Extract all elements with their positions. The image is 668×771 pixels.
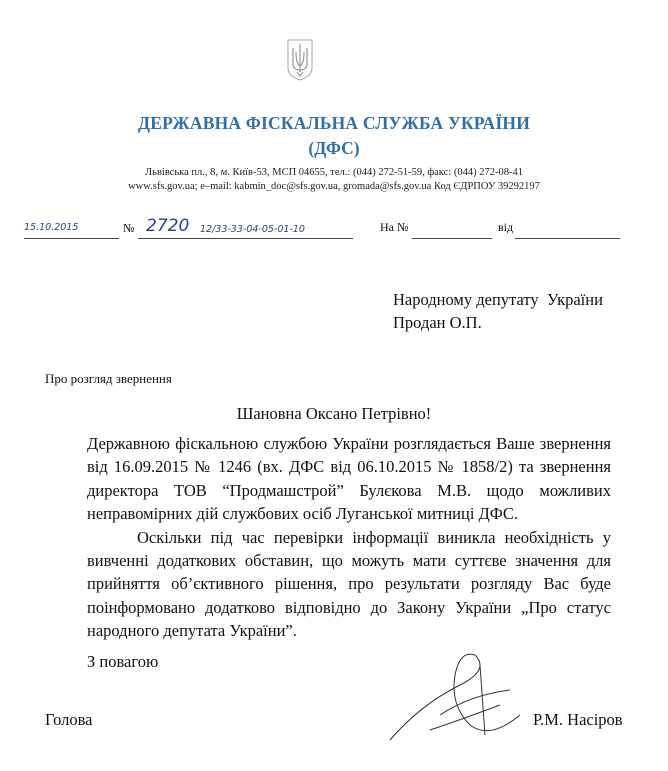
number-label: № [123,221,135,235]
trident-emblem-icon [285,38,315,82]
letter-body [87,432,611,643]
body-paragraph: Оскільки під час перевірки інформації виникла необхідність у вивченні додаткових обставин, що можуть мати суттєве значення для прийняття об’єктивного рішення, про результати розгляду Вас буде поінформовано додатково відповідно до Закону України „Про статус народного депутата України”. [87,527,611,641]
reply-date-line [515,222,620,239]
body-paragraph: Державною фіскальною службою України розглядається Ваше звернення від 16.09.2015 № 1246 (вх. ДФС від 06.10.2015 № 1858/2) та звернення директора ТОВ “Продмашстрой” Булєкова М.В. щодо можливих неправомірних дій службових осіб Луганської митниці ДФС. [87,434,611,524]
signatory-position: Голова [45,710,93,729]
greeting: Шановна Оксано Петрівно! [236,404,432,423]
contact-address: Львівська пл., 8, м. Київ-53, МСП 04655, тел.: (044) 272-51-59, факс: (044) 272-08-41 [145,167,523,178]
subject: Про розгляд звернення [45,371,172,386]
reply-number-label: На № [380,220,409,234]
contact-web-email: www.sfs.gov.ua; e–mail: kabmin_doc@sfs.gov.ua, gromada@sfs.gov.ua Код ЄДРПОУ 39292197 [128,181,540,192]
outgoing-date: 15.10.2015 [24,222,119,239]
outgoing-number: 2720 [146,216,190,236]
handwritten-signature [380,645,530,745]
addressee-name: Продан О.П. [393,313,482,332]
reply-number-line [412,222,492,239]
addressee-title: Народному депутату України [393,290,603,309]
organization-name: ДЕРЖАВНА ФІСКАЛЬНА СЛУЖБА УКРАЇНИ [137,113,531,133]
organization-abbreviation: (ДФС) [308,138,360,158]
signatory-name: Р.М. Насіров [533,710,623,729]
closing: З повагою [87,652,159,671]
reply-date-label: від [498,220,514,234]
outgoing-index: 12/33-33-04-05-01-10 [200,224,305,235]
